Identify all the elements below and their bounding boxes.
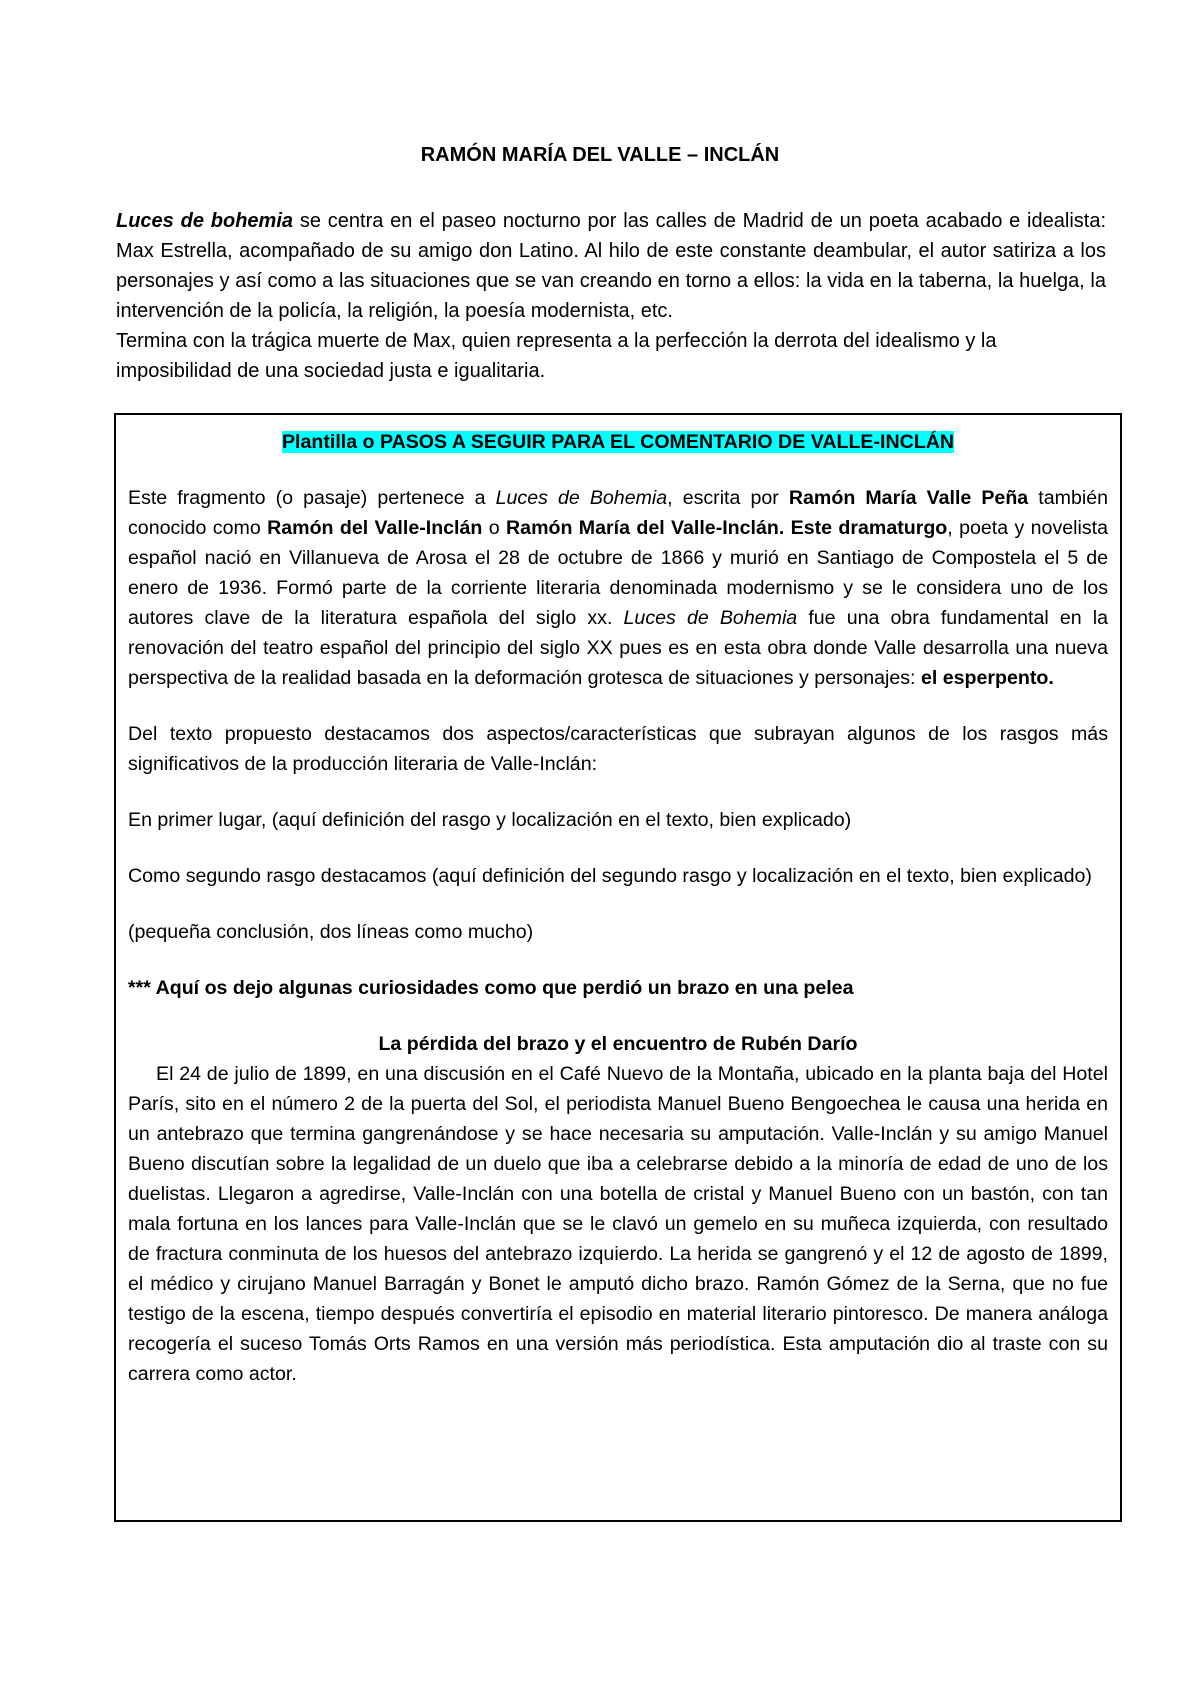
page-title: RAMÓN MARÍA DEL VALLE – INCLÁN	[420, 144, 780, 166]
first-trait-paragraph: En primer lugar, (aquí definición del rasgo y localización en el texto, bien explicado)	[128, 809, 852, 831]
curiosities-note: *** Aquí os dejo algunas curiosidades como que perdió un brazo en una pelea	[128, 977, 854, 999]
intro-section	[116, 206, 1106, 386]
author-paragraph	[128, 483, 1108, 693]
text-run: también conocido como	[128, 487, 1108, 539]
second-trait-paragraph: Como segundo rasgo destacamos (aquí definición del segundo rasgo y localización en el texto, bien explicado)	[128, 865, 1092, 887]
text-run: Este fragmento (o pasaje) pertenece a	[128, 487, 496, 509]
text-run: o	[482, 517, 507, 539]
template-heading	[128, 427, 1108, 457]
intro-text: se centra en el paseo nocturno por las calles de Madrid de un poeta acabado e idealista: Max Estrella, acompañado de su amigo don Latino. Al hilo de este constante deambular, el autor satiriza a los personajes y así como a las situaciones que se van creando en torno a ellos: la vida en la taberna, la huelga, la intervención de la policía, la religión, la poesía modernista, etc.	[116, 210, 1106, 322]
highlighted-heading: Plantilla o PASOS A SEGUIR PARA EL COMENTARIO DE VALLE-INCLÁN	[281, 431, 955, 453]
conclusion-paragraph: (pequeña conclusión, dos líneas como mucho)	[128, 921, 534, 943]
bold-term: el esperpento.	[920, 667, 1054, 689]
text-run: , escrita por	[667, 487, 789, 509]
section-subheading: La pérdida del brazo y el encuentro de Rubén Darío	[378, 1033, 858, 1055]
bold-author-name: Ramón del Valle-Inclán	[267, 517, 483, 539]
arm-loss-paragraph: El 24 de julio de 1899, en una discusión en el Café Nuevo de la Montaña, ubicado en la planta baja del Hotel París, sito en el número 2 de la puerta del Sol, el periodista Manuel Bueno Bengoechea le causa una herida en un antebrazo que termina gangrenándose y se hace necesaria su amputación. Valle-Inclán y su amigo Manuel Bueno discutían sobre la legalidad de un duelo que iba a celebrarse debido a la minoría de edad de uno de los duelistas. Llegaron a agredirse, Valle-Inclán con una botella de cristal y Manuel Bueno con un bastón, con tan mala fortuna en los lances para Valle-Inclán que se le clavó un gemelo en su muñeca izquierda, con resultado de fractura conminuta de los huesos del antebrazo izquierdo. La herida se gangrenó y el 12 de agosto de 1899, el médico y cirujano Manuel Barragán y Bonet le amputó dicho brazo. Ramón Gómez de la Serna, que no fue testigo de la escena, tiempo después convertiría el episodio en material literario pintoresco. De manera análoga recogería el suceso Tomás Orts Ramos en una versión más periodística. Esta amputación dio al traste con su carrera como actor.	[128, 1063, 1108, 1385]
intro-paragraph-1	[116, 206, 1106, 326]
work-title: Luces de bohemia	[116, 210, 294, 232]
bold-author-name: Ramón María Valle Peña	[788, 487, 1029, 509]
template-box	[114, 413, 1122, 1522]
text-run: fue una obra fundamental en la renovación del teatro español del principio del siglo XX pues es en esta obra donde Valle desarrolla una nueva perspectiva de la realidad basada en la deformación grotesca de situaciones y personajes:	[128, 607, 1108, 689]
text-run: , poeta y novelista español nació en Villanueva de Arosa el 28 de octubre de 1866 y murió en Santiago de Compostela el 5 de enero de 1936. Formó parte de la corriente literaria denominada modernismo y se le considera uno de los autores clave de la literatura española del siglo xx.	[128, 517, 1108, 629]
italic-work-title: Luces de Bohemia	[495, 487, 668, 509]
aspects-paragraph: Del texto propuesto destacamos dos aspectos/características que subrayan algunos de los rasgos más significativos de la producción literaria de Valle-Inclán:	[128, 723, 1108, 775]
intro-paragraph-2: Termina con la trágica muerte de Max, quien representa a la perfección la derrota del idealismo y la imposibilidad de una sociedad justa e igualitaria.	[116, 330, 997, 382]
italic-work-title: Luces de Bohemia	[623, 607, 798, 629]
bold-author-name: Ramón María del Valle-Inclán. Este dramaturgo	[506, 517, 948, 539]
